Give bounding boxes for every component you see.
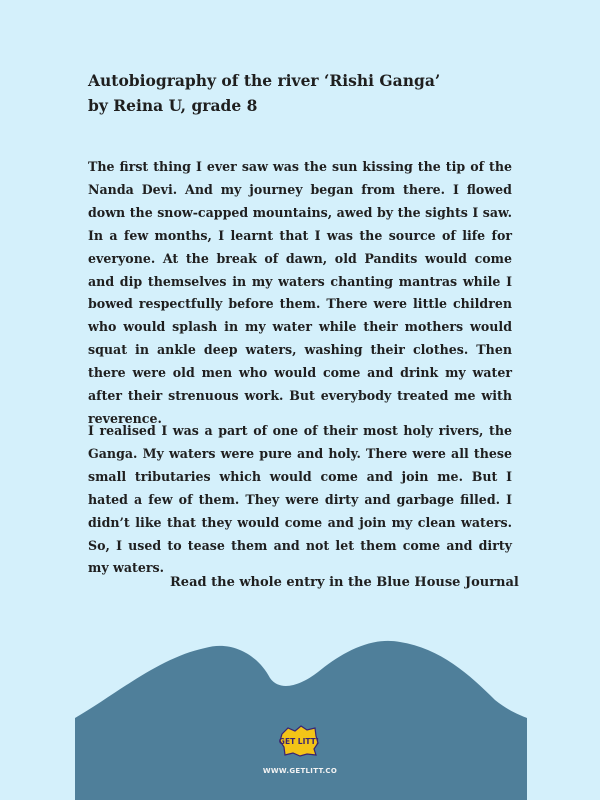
body-paragraph-2: I realised I was a part of one of their most holy rivers, the Ganga. My waters were pure and holy. There were all these small tributaries which would come and join me. But I hated a few of them. They were dirty and garbage filled. I didn’t like that they would come and join my clean waters. So, I used to tease them and not let them come and dirty my waters. xyxy=(88,423,512,576)
article-title: Autobiography of the river ‘Rishi Ganga’ xyxy=(88,71,441,90)
read-more-note: Read the whole entry in the Blue House Journal xyxy=(170,575,519,590)
body-paragraph-1: The first thing I ever saw was the sun kissing the tip of the Nanda Devi. And my journey began from there. I flowed down the snow-capped mountains, awed by the sights I saw. In a few months, I learnt that I was the source of life for everyone. At the break of dawn, old Pandits would come and dip themselves in my waters chanting mantras while I bowed respectfully before them. There were little children who would splash in my water while their mothers would squat in ankle deep waters, washing their clothes. Then there were old men who would come and drink my water after their strenuous work. But everybody treated me with reverence. xyxy=(88,159,512,426)
getlitt-logo-icon xyxy=(279,725,319,757)
article-title-block xyxy=(88,68,528,118)
wave-path xyxy=(75,641,527,800)
article-byline: by Reina U, grade 8 xyxy=(88,96,258,115)
website-url: WWW.GETLITT.CO xyxy=(262,767,338,775)
logo-text: GET LITT! xyxy=(279,737,319,746)
